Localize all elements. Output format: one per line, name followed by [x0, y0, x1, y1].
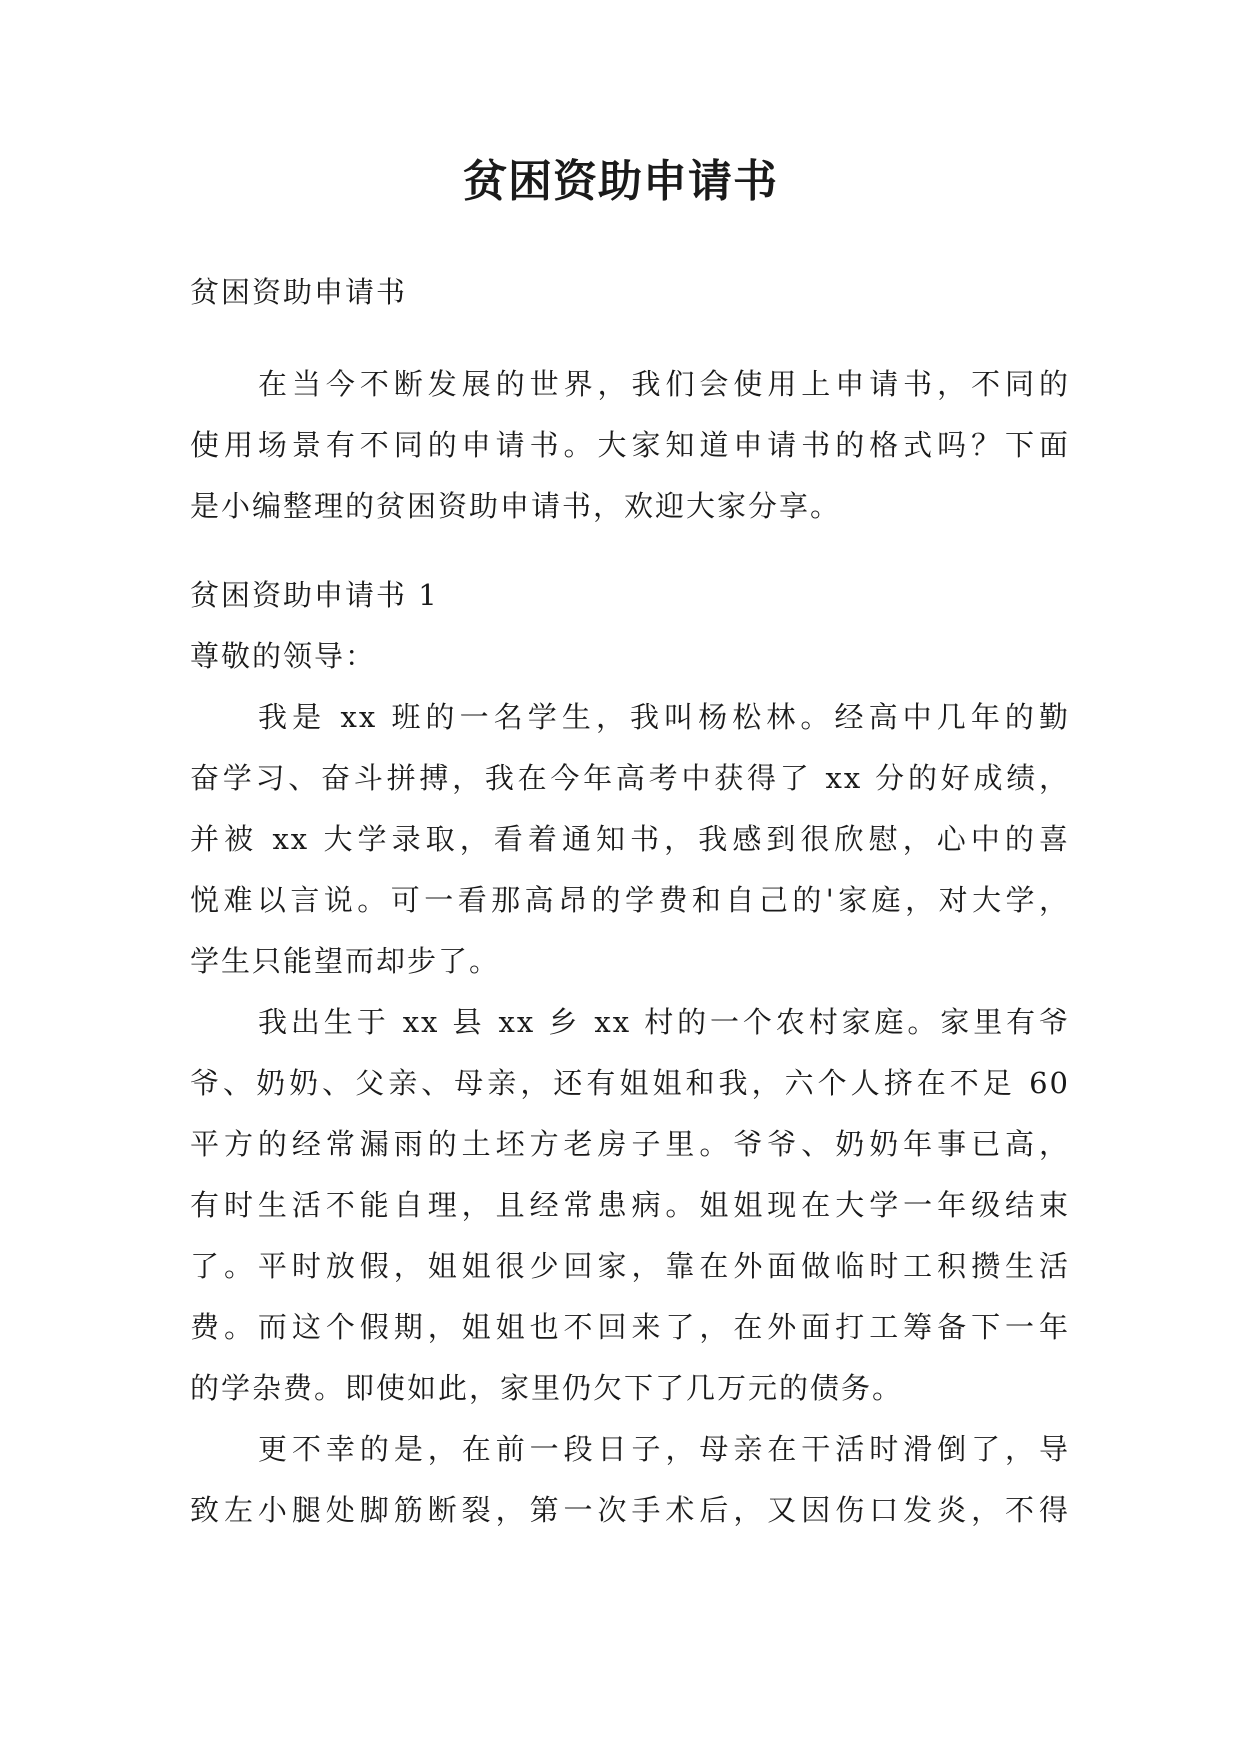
paragraph-line: 我是 xx 班的一名学生，我叫杨松林。经高中几年的勤 — [258, 700, 1070, 734]
paragraph-line: 更不幸的是，在前一段日子，母亲在干活时滑倒了，导 — [258, 1432, 1070, 1466]
paragraph-line: 有时生活不能自理，且经常患病。姐姐现在大学一年级结束 — [190, 1188, 1070, 1222]
paragraph-line: 的学杂费。即使如此，家里仍欠下了几万元的债务。 — [190, 1371, 904, 1405]
subtitle-text: 贫困资助申请书 — [190, 275, 408, 309]
intro-line: 使用场景有不同的申请书。大家知道申请书的格式吗？下面 — [190, 428, 1070, 462]
paragraph-1 — [190, 687, 1070, 992]
salutation: 尊敬的领导： — [190, 639, 377, 673]
paragraph-line: 奋学习、奋斗拼搏，我在今年高考中获得了 xx 分的好成绩， — [190, 761, 1070, 795]
intro-paragraph — [190, 354, 1070, 537]
paragraph-2 — [190, 992, 1070, 1419]
document-subtitle — [190, 262, 1070, 323]
paragraph-line: 了。平时放假，姐姐很少回家，靠在外面做临时工积攒生活 — [190, 1249, 1070, 1283]
paragraph-line: 并被 xx 大学录取，看着通知书，我感到很欣慰，心中的喜 — [190, 822, 1070, 856]
paragraph-line: 平方的经常漏雨的土坯方老房子里。爷爷、奶奶年事已高， — [190, 1127, 1070, 1161]
paragraph-line: 悦难以言说。可一看那高昂的学费和自己的'家庭，对大学， — [190, 883, 1070, 917]
paragraph-3 — [190, 1419, 1070, 1541]
paragraph-line: 费。而这个假期，姐姐也不回来了，在外面打工筹备下一年 — [190, 1310, 1070, 1344]
intro-line: 在当今不断发展的世界，我们会使用上申请书，不同的 — [258, 367, 1070, 401]
document-title: 贫困资助申请书 — [463, 156, 778, 207]
section-heading: 贫困资助申请书 1 — [190, 578, 439, 612]
paragraph-line: 致左小腿处脚筋断裂，第一次手术后，又因伤口发炎，不得 — [190, 1493, 1070, 1527]
paragraph-line: 爷、奶奶、父亲、母亲，还有姐姐和我，六个人挤在不足 60 — [190, 1066, 1070, 1100]
paragraph-line: 学生只能望而却步了。 — [190, 944, 501, 978]
letter-header — [190, 565, 1070, 687]
intro-line: 是小编整理的贫困资助申请书，欢迎大家分享。 — [190, 489, 842, 523]
paragraph-line: 我出生于 xx 县 xx 乡 xx 村的一个农村家庭。家里有爷 — [258, 1005, 1070, 1039]
